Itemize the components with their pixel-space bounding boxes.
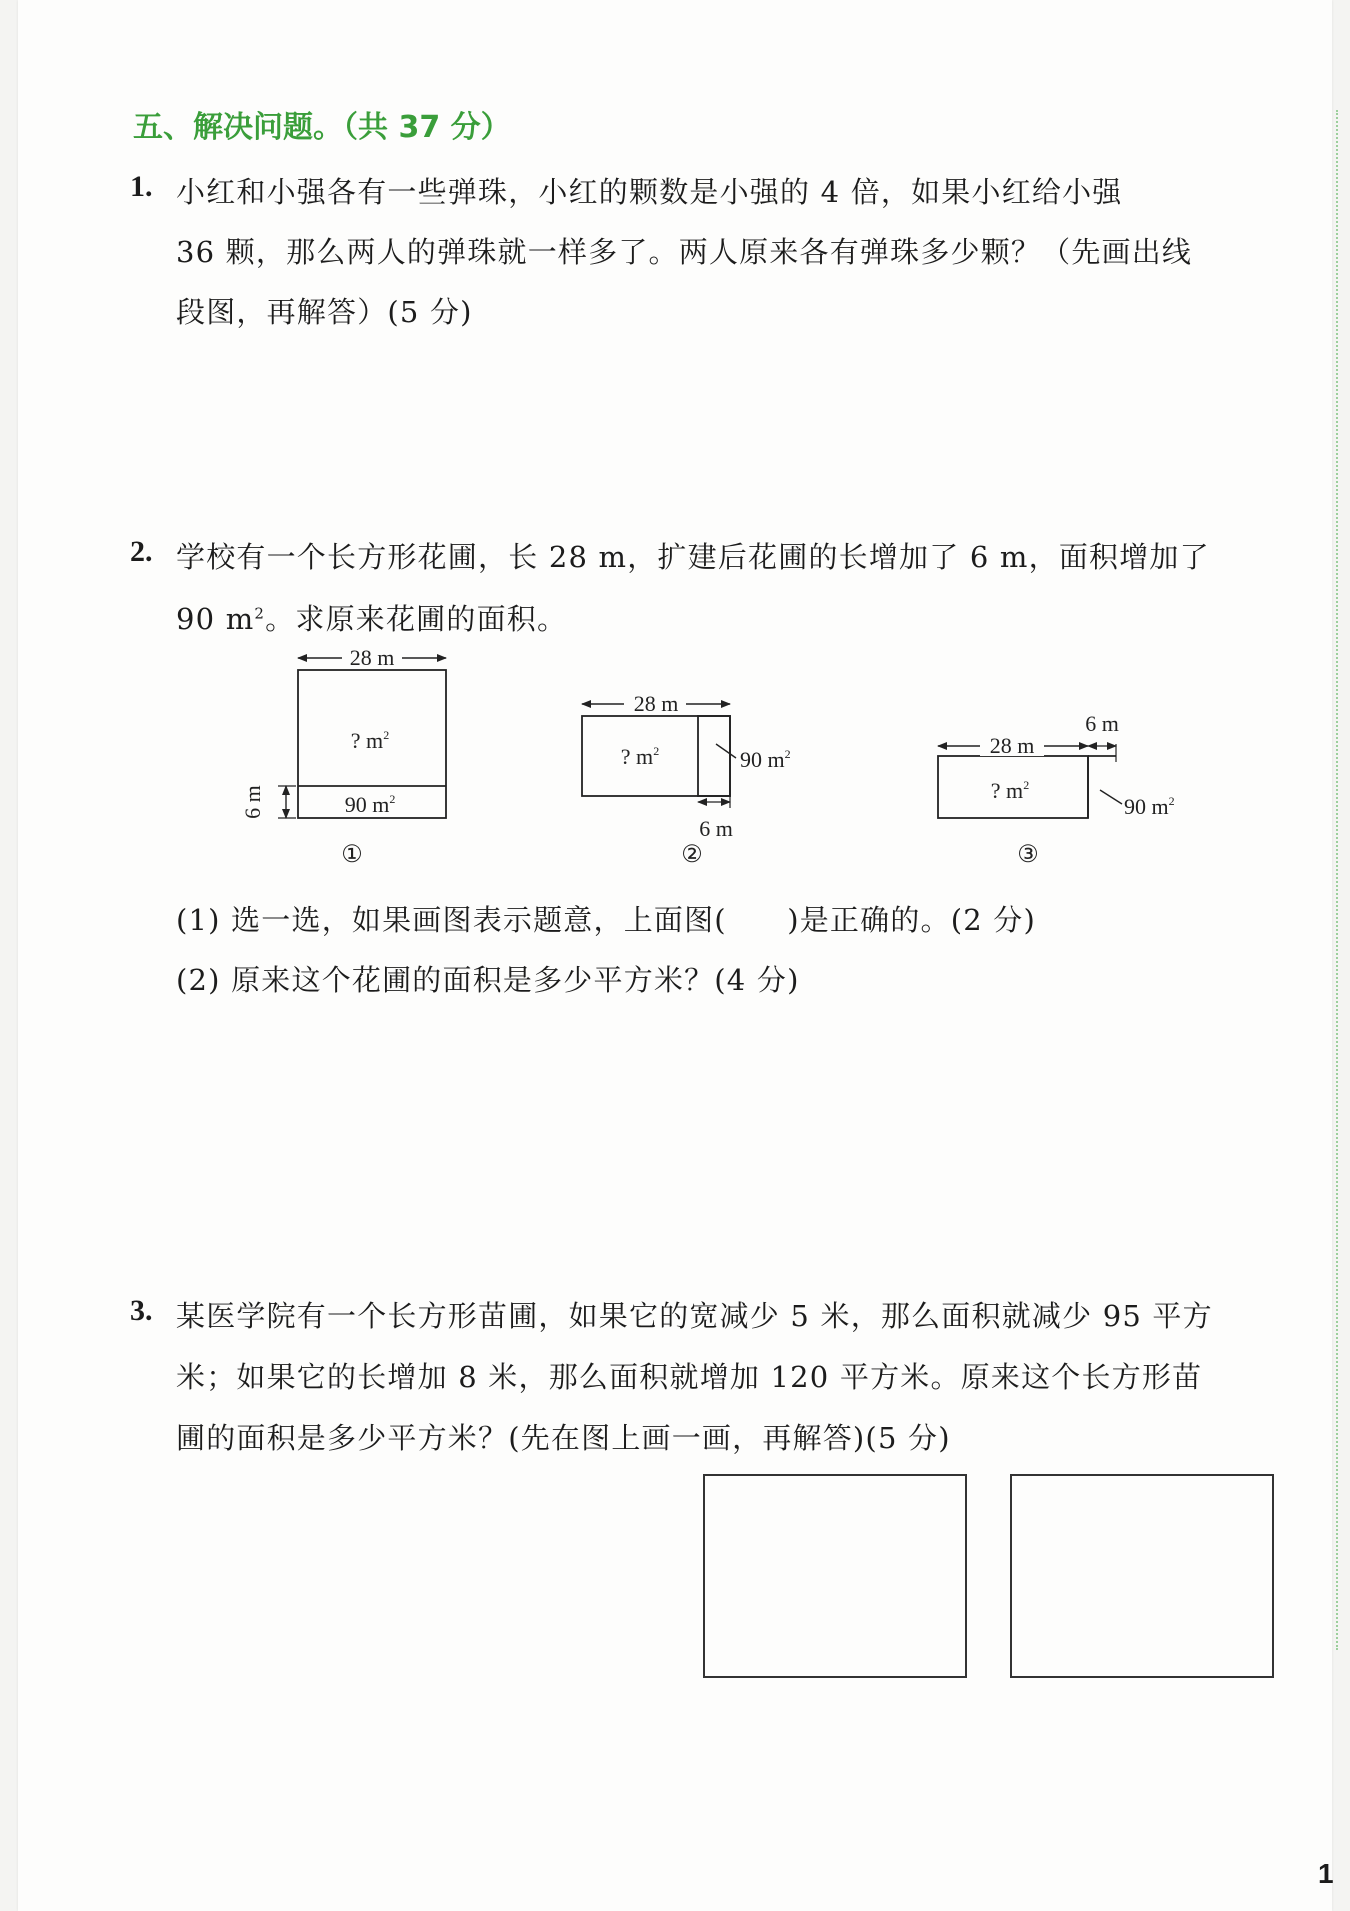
svg-text:? m2 <box>621 744 659 769</box>
figure-1-top-label: 28 m <box>349 645 395 670</box>
figure-2-marker: ② <box>681 842 703 868</box>
figure-2-bottom-label: 6 m <box>699 816 733 841</box>
question-2-sub-2: (2) 原来这个花圃的面积是多少平方米？(4 分) <box>176 963 800 997</box>
figure-3 <box>938 711 1175 868</box>
svg-text:? m2 <box>351 728 389 753</box>
svg-text:90 m2 <box>345 792 396 817</box>
figure-2-area-label: ? m <box>620 744 654 769</box>
figure-1-side-label: 6 m <box>240 785 265 819</box>
figure-2 <box>582 691 791 868</box>
question-1-number: 1. <box>130 170 153 203</box>
drawing-box-1[interactable] <box>703 1474 967 1678</box>
drawing-box-2[interactable] <box>1010 1474 1274 1678</box>
question-3-line-2: 米；如果它的长增加 8 米，那么面积就增加 120 平方米。原来这个长方形苗 <box>176 1360 1203 1394</box>
figure-1-bottom-label: 90 m <box>344 792 390 817</box>
figure-1-bottom-sup: 2 <box>389 792 396 806</box>
figure-3-marker: ③ <box>1017 842 1039 868</box>
question-2-line-2-rest: 。求原来花圃的面积。 <box>265 602 568 636</box>
figure-3-side-area-sup: 2 <box>1168 794 1175 808</box>
margin-rule <box>1336 110 1338 1650</box>
question-2-area-sup: 2 <box>254 604 266 623</box>
question-1-line-1: 小红和小强各有一些弹珠，小红的颗数是小强的 4 倍，如果小红给小强 <box>176 175 1123 209</box>
question-1-line-3: 段图，再解答）(5 分) <box>176 295 473 329</box>
question-2-number: 2. <box>130 535 153 568</box>
figure-2-area-sup: 2 <box>653 744 660 758</box>
question-1-line-2: 36 颗，那么两人的弹珠就一样多了。两人原来各有弹珠多少颗？（先画出线 <box>176 235 1193 269</box>
question-2-figures <box>220 640 1220 900</box>
figure-1 <box>240 645 446 868</box>
page-number: 1 <box>1318 1858 1334 1889</box>
svg-text:90 m2 <box>1124 794 1175 819</box>
section-title: 五、解决问题。（共 37 分） <box>133 110 511 145</box>
figure-3-side-area-label: 90 m <box>1124 794 1169 819</box>
figure-3-area-sup: 2 <box>1023 778 1030 792</box>
figure-1-marker: ① <box>341 842 363 868</box>
figure-1-area-sup: 2 <box>383 728 390 742</box>
figure-2-side-area-sup: 2 <box>784 747 791 761</box>
figure-3-top-label: 28 m <box>989 733 1035 758</box>
question-3-line-3: 圃的面积是多少平方米？(先在图上画一画，再解答)(5 分) <box>176 1421 951 1455</box>
question-3-line-1: 某医学院有一个长方形苗圃，如果它的宽减少 5 米，那么面积就减少 95 平方 <box>176 1299 1213 1333</box>
figure-2-side-area-label: 90 m <box>740 747 785 772</box>
figure-3-extra-label: 6 m <box>1085 711 1119 736</box>
figure-3-area-label: ? m <box>990 778 1024 803</box>
question-2-line-1: 学校有一个长方形花圃，长 28 m，扩建后花圃的长增加了 6 m，面积增加了 <box>176 540 1210 574</box>
svg-text:? m2 <box>991 778 1029 803</box>
figure-2-top-label: 28 m <box>633 691 679 716</box>
question-3-number: 3. <box>130 1294 153 1327</box>
question-2-line-2 <box>176 597 567 638</box>
svg-text:90 m2 <box>740 747 791 772</box>
question-2-area-value: 90 m <box>176 602 255 636</box>
figure-1-area-label: ? m <box>350 728 384 753</box>
question-2-sub-1: (1) 选一选，如果画图表示题意，上面图( )是正确的。(2 分) <box>176 903 1037 937</box>
